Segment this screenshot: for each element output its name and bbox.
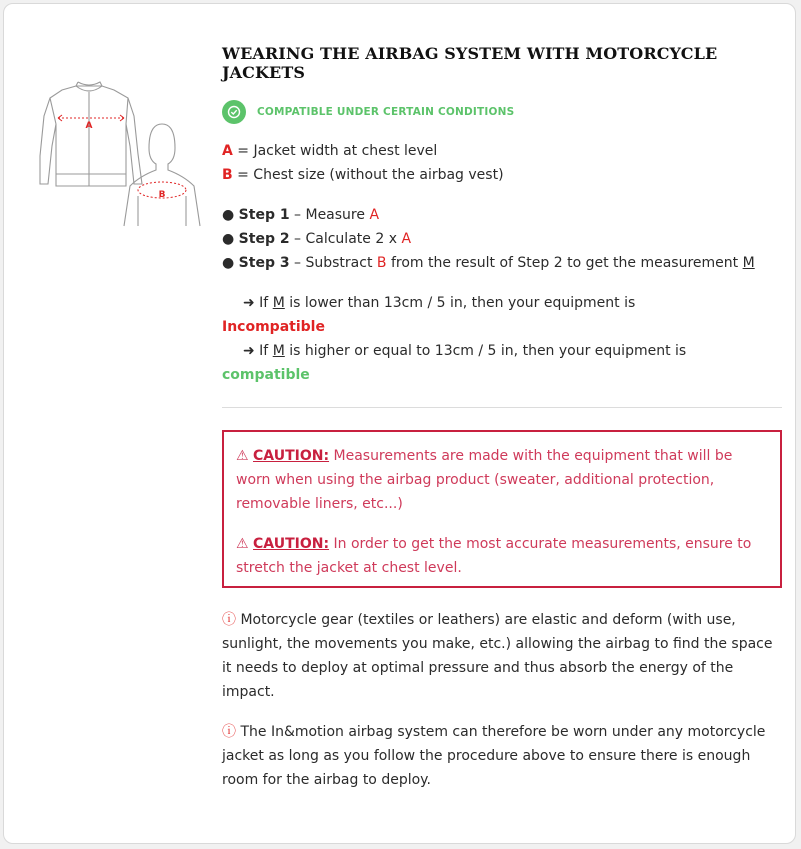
divider (222, 407, 782, 408)
caution-box (222, 430, 782, 588)
rule-incompatible: ➜ If M is lower than 13cm / 5 in, then your equipment is (243, 295, 636, 311)
step-1: ● Step 1 – Measure A (222, 207, 380, 223)
info-notes (222, 608, 782, 792)
warning-icon: ⚠ (236, 536, 254, 552)
info-icon: ⓘ (222, 724, 236, 740)
caution-1: ⚠ CAUTION: Measurements are made with the equipment that will be worn when using the airbag product (sweater, additional protection, removable liners, etc...) (236, 448, 733, 512)
info-note-2: ⓘ The In&motion airbag system can therefore be worn under any motorcycle jacket as long as you follow the procedure above to ensure there is enough room for the airbag to deploy. (222, 724, 766, 788)
definition-a: A = Jacket width at chest level (222, 143, 438, 159)
label-b: B (158, 190, 166, 200)
steps-list (222, 203, 782, 275)
rule-compatible: ➜ If M is higher or equal to 13cm / 5 in, then your equipment is (243, 343, 687, 359)
info-note-1: ⓘ Motorcycle gear (textiles or leathers) are elastic and deform (with use, sunlight, the movements you make, etc.) allowing the airbag to find the space it needs to deploy at optimal pressure and thus absorb the energy of the impact. (222, 612, 773, 700)
warning-icon: ⚠ (236, 448, 254, 464)
check-circle-icon (222, 100, 246, 124)
info-icon: ⓘ (222, 612, 236, 628)
instruction-card (3, 3, 796, 844)
label-a: A (85, 121, 93, 131)
definitions (222, 139, 782, 187)
compatibility-badge (222, 100, 782, 124)
definition-b: B = Chest size (without the airbag vest) (222, 167, 504, 183)
jacket-and-body-illustration (34, 76, 204, 236)
step-2: ● Step 2 – Calculate 2 x A (222, 231, 412, 247)
result-rules (222, 291, 782, 387)
caution-2: ⚠ CAUTION: In order to get the most accurate measurements, ensure to stretch the jacket at chest level. (236, 536, 752, 576)
step-3: ● Step 3 – Substract B from the result of Step 2 to get the measurement M (222, 255, 755, 271)
result-incompatible: Incompatible (222, 319, 325, 335)
page-title: WEARING THE AIRBAG SYSTEM WITH MOTORCYCLE JACKETS (222, 44, 718, 82)
content-column (222, 44, 782, 808)
compatibility-label: COMPATIBLE UNDER CERTAIN CONDITIONS (257, 106, 515, 118)
result-compatible: compatible (222, 367, 310, 383)
